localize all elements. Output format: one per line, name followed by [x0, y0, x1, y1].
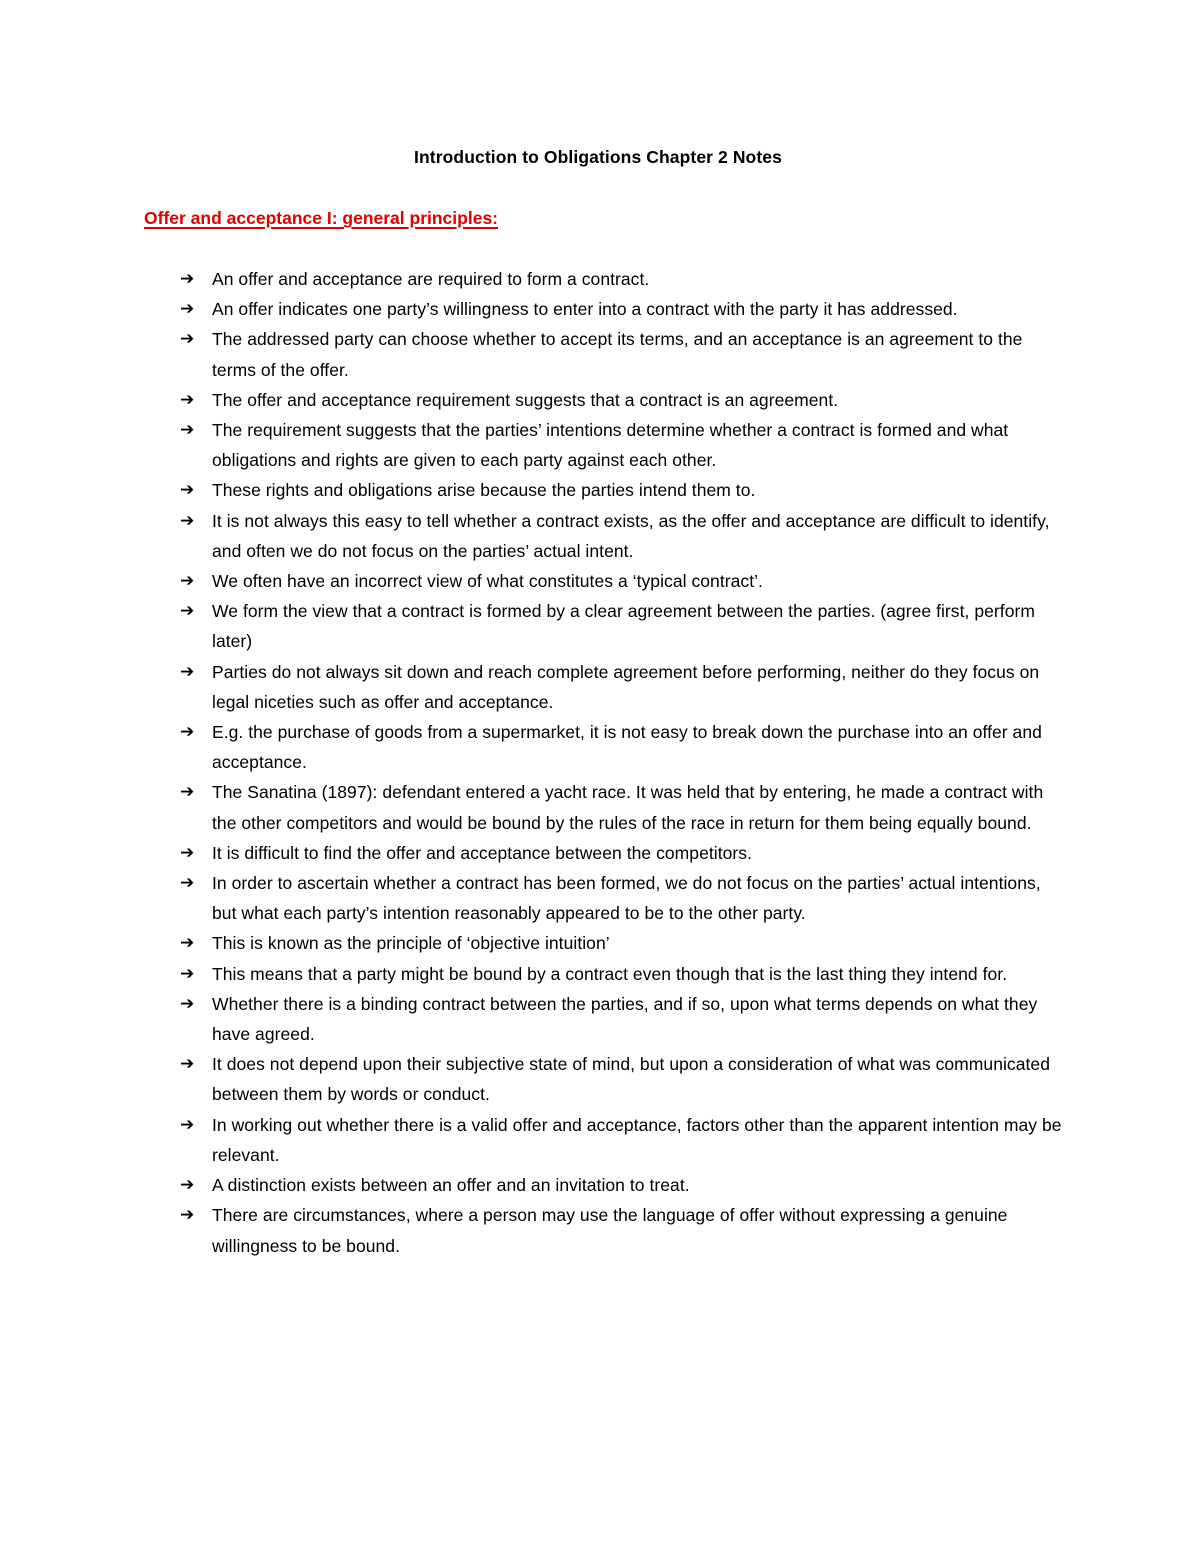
list-item-text: We form the view that a contract is formed by a clear agreement between the parties. (agree first, perform later)	[212, 601, 1035, 652]
list-item-text: The addressed party can choose whether to accept its terms, and an acceptance is an agreement to the terms of the offer.	[212, 329, 1023, 380]
list-item-text: E.g. the purchase of goods from a supermarket, it is not easy to break down the purchase into an offer and acceptance.	[212, 722, 1042, 773]
list-item	[180, 717, 1070, 777]
list-item	[180, 989, 1070, 1049]
list-item	[180, 657, 1070, 717]
list-item-text: This means that a party might be bound by a contract even though that is the last thing they intend for.	[212, 963, 1008, 984]
arrow-right-icon: ➔	[180, 842, 195, 863]
list-item	[180, 415, 1070, 475]
list-item	[180, 1049, 1070, 1109]
list-item-text: The Sanatina (1897): defendant entered a yacht race. It was held that by entering, he made a contract with the other competitors and would be bound by the rules of the race in return for them being equally bound.	[212, 782, 1044, 833]
arrow-right-icon: ➔	[180, 420, 195, 441]
list-item-text: The offer and acceptance requirement suggests that a contract is an agreement.	[212, 389, 839, 410]
list-item-text: It is difficult to find the offer and acceptance between the competitors.	[212, 842, 752, 863]
list-item	[180, 1110, 1070, 1170]
arrow-right-icon: ➔	[180, 993, 195, 1014]
list-item	[180, 566, 1070, 596]
arrow-right-icon: ➔	[180, 601, 195, 622]
list-item	[180, 324, 1070, 384]
arrow-right-icon: ➔	[180, 782, 195, 803]
list-item-text: It does not depend upon their subjective state of mind, but upon a consideration of what was communicated between them by words or conduct.	[212, 1054, 1050, 1105]
arrow-right-icon: ➔	[180, 571, 195, 592]
arrow-right-icon: ➔	[180, 299, 195, 320]
arrow-right-icon: ➔	[180, 1205, 195, 1226]
list-item-text: These rights and obligations arise because the parties intend them to.	[212, 480, 756, 501]
arrow-right-icon: ➔	[180, 389, 195, 410]
arrow-right-icon: ➔	[180, 480, 195, 501]
list-item	[180, 475, 1070, 505]
list-item	[180, 838, 1070, 868]
list-item	[180, 928, 1070, 958]
list-item-text: A distinction exists between an offer and an invitation to treat.	[212, 1175, 690, 1196]
list-item	[180, 385, 1070, 415]
list-item-text: We often have an incorrect view of what constitutes a ‘typical contract’.	[212, 571, 763, 592]
section-heading: Offer and acceptance I: general principles:	[144, 208, 498, 228]
arrow-right-icon: ➔	[180, 873, 195, 894]
list-item	[180, 294, 1070, 324]
list-item	[180, 959, 1070, 989]
arrow-right-icon: ➔	[180, 269, 195, 289]
arrow-right-icon: ➔	[180, 1175, 195, 1196]
list-item	[180, 264, 1070, 294]
list-item	[180, 506, 1070, 566]
list-item-text: The requirement suggests that the parties’ intentions determine whether a contract is formed and what obligations and rights are given to each party against each other.	[212, 420, 1009, 471]
arrow-right-icon: ➔	[180, 661, 195, 682]
arrow-right-icon: ➔	[180, 722, 195, 743]
list-item-text: It is not always this easy to tell whether a contract exists, as the offer and acceptance are difficult to identify, and often we do not focus on the parties’ actual intent.	[212, 510, 1050, 561]
arrow-right-icon: ➔	[180, 933, 195, 954]
page-title: Introduction to Obligations Chapter 2 Notes	[414, 147, 782, 167]
list-item-text: There are circumstances, where a person may use the language of offer without expressing a genuine willingness to be bound.	[212, 1205, 1008, 1256]
list-item-text: Parties do not always sit down and reach complete agreement before performing, neither do they focus on legal niceties such as offer and acceptance.	[212, 661, 1040, 712]
list-item	[180, 1170, 1070, 1200]
arrow-right-icon: ➔	[180, 329, 195, 350]
arrow-right-icon: ➔	[180, 1054, 195, 1075]
list-item-text: Whether there is a binding contract between the parties, and if so, upon what terms depends on what they have agreed.	[212, 993, 1038, 1045]
list-item	[180, 777, 1070, 837]
bullet-list	[180, 264, 1070, 1261]
arrow-right-icon: ➔	[180, 1114, 195, 1135]
list-item-text: This is known as the principle of ‘objective intuition’	[212, 933, 610, 954]
list-item	[180, 868, 1070, 928]
list-item-text: An offer indicates one party’s willingness to enter into a contract with the party it has addressed.	[212, 299, 958, 320]
list-item-text: An offer and acceptance are required to form a contract.	[212, 269, 650, 289]
list-item-text: In order to ascertain whether a contract has been formed, we do not focus on the parties’ actual intentions, but what each party’s intention reasonably appeared to be to the other party.	[212, 873, 1041, 924]
arrow-right-icon: ➔	[180, 510, 195, 531]
list-item	[180, 596, 1070, 656]
list-item-text: In working out whether there is a valid offer and acceptance, factors other than the apparent intention may be relevant.	[212, 1114, 1062, 1165]
arrow-right-icon: ➔	[180, 963, 195, 984]
list-item	[180, 1200, 1070, 1260]
